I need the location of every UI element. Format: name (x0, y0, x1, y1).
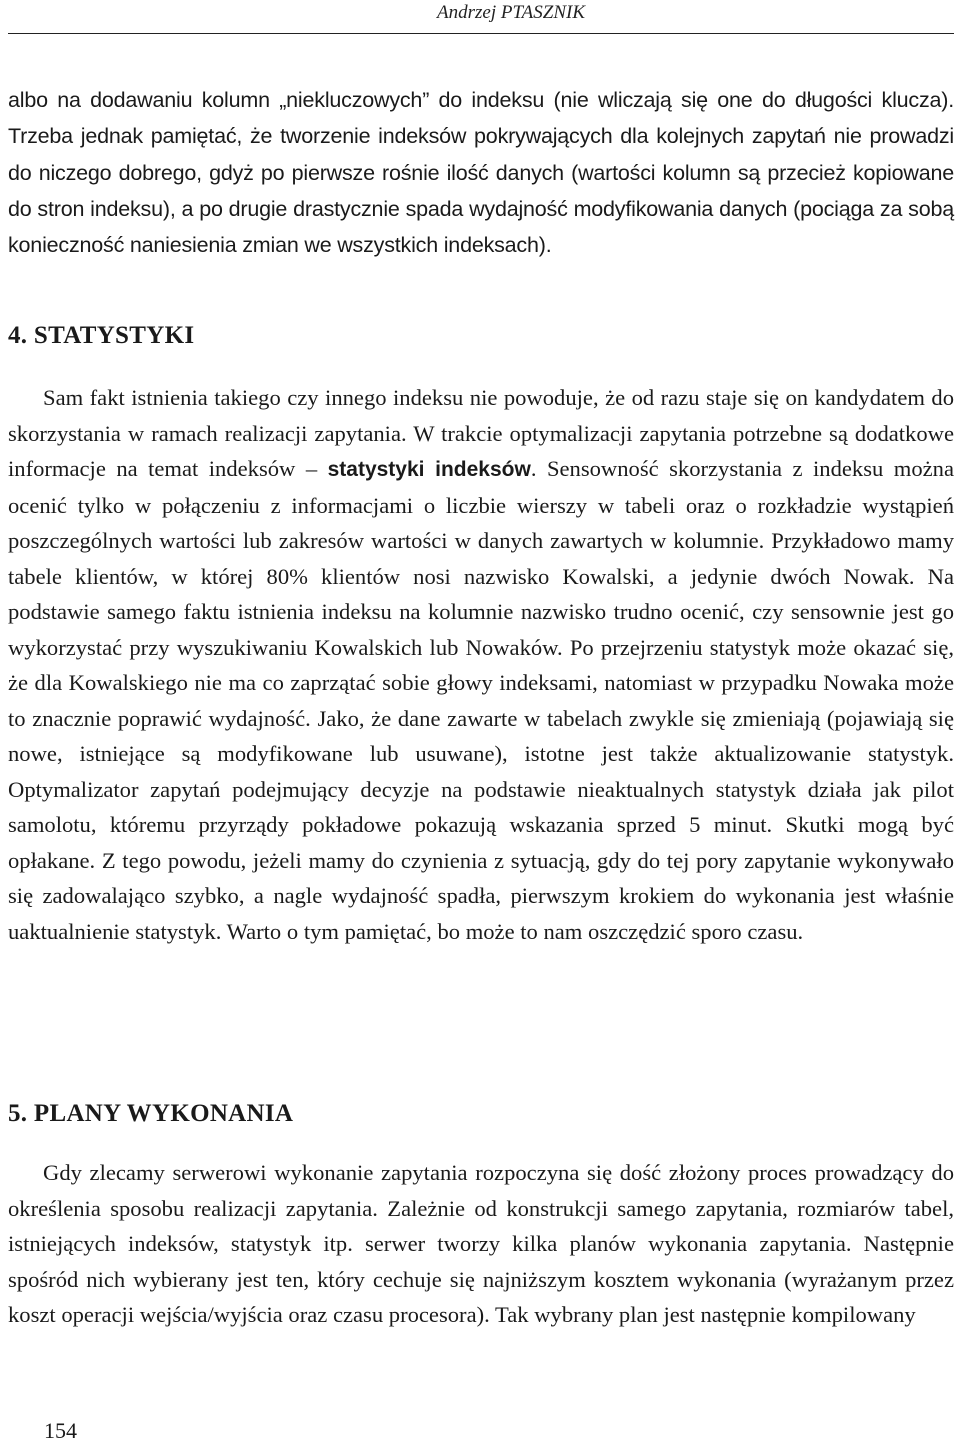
section-4-paragraph (8, 380, 954, 949)
running-head-author: Andrzej PTASZNIK (437, 2, 585, 23)
section-4-text-after: . Sensowność skorzystania z indeksu można ocenić tylko w połączeniu z informacjami o liczbie wierszy w tabeli oraz o rozkładzie wystąpień poszczególnych wartości lub zakresów wartości w danych zawartych w kolumnie. Przykładowo mamy tabele klientów, w której 80% klientów nosi nazwisko Kowalski, a jedynie dwóch Nowak. Na podstawie samego faktu istnienia indeksu na kolumnie nazwisko trudno ocenić, czy sensownie jest go wykorzystać przy wyszukiwaniu Kowalskich lub Nowaków. Po przejrzeniu statystyk może okazać się, że dla Kowalskiego nie ma co zaprzątać sobie głowy indeksami, natomiast w przypadku Nowaka może to znacznie poprawić wydajność. Jako, że dane zawarte w tabelach zwykle się zmieniają (pojawiają się nowe, istniejące są modyfikowane lub usuwane), istotne jest także aktualizowanie statystyk. Optymalizator zapytań podejmujący decyzje na podstawie nieaktualnych statystyk działa jak pilot samolotu, któremu przyrządy pokładowe pokazują wskazania sprzed 5 minut. Skutki mogą być opłakane. Z tego powodu, jeżeli mamy do czynienia z sytuacją, gdy do tej pory zapytanie wykonywało się zadowalająco szybko, a nagle wydajność spadła, pierwszym krokiem do wykonania jest właśnie uaktualnienie statystyk. Warto o tym pamiętać, bo może to nam oszczędzić sporo czasu. (8, 456, 954, 944)
intro-paragraph: albo na dodawaniu kolumn „niekluczowych” do indeksu (nie wliczają się one do długości klucza). Trzeba jednak pamiętać, że tworzenie indeksów pokrywających dla kolejnych zapytań nie prowadzi do niczego dobrego, gdyż po pierwsze rośnie ilość danych (wartości kolumn są przecież kopiowane do stron indeksu), a po drugie drastycznie spada wydajność modyfikowania danych (pociąga za sobą konieczność naniesienia zmian we wszystkich indeksach). (8, 88, 954, 258)
section-5-text: Gdy zlecamy serwerowi wykonanie zapytania rozpoczyna się dość złożony proces prowadzący do określenia sposobu realizacji zapytania. Zależnie od konstrukcji samego zapytania, rozmiarów tabel, istniejących indeksów, statystyk itp. serwer tworzy kilka planów wykonania zapytania. Następnie spośród nich wybierany jest ten, który cechuje się najniższym kosztem wykonania (wyrażanym przez koszt operacji wejścia/wyjścia oraz czasu procesora). Tak wybrany plan jest następnie kompilowany (8, 1160, 954, 1327)
section-5-paragraph (8, 1155, 954, 1333)
section-4-text-before: Sam fakt istnienia takiego czy innego indeksu nie powoduje, że od razu staje się on kandydatem do skorzystania w ramach realizacji zapytania. W trakcie optymalizacji zapytania potrzebne są dodatkowe informacje na temat indeksów – (8, 385, 954, 481)
page-number: 154 (44, 1418, 77, 1443)
section-4-term: statystyki indeksów (327, 458, 531, 481)
header-rule (8, 33, 954, 34)
section-4-heading: 4. STATYSTYKI (8, 322, 195, 349)
section-5-heading: 5. PLANY WYKONANIA (8, 1100, 294, 1127)
